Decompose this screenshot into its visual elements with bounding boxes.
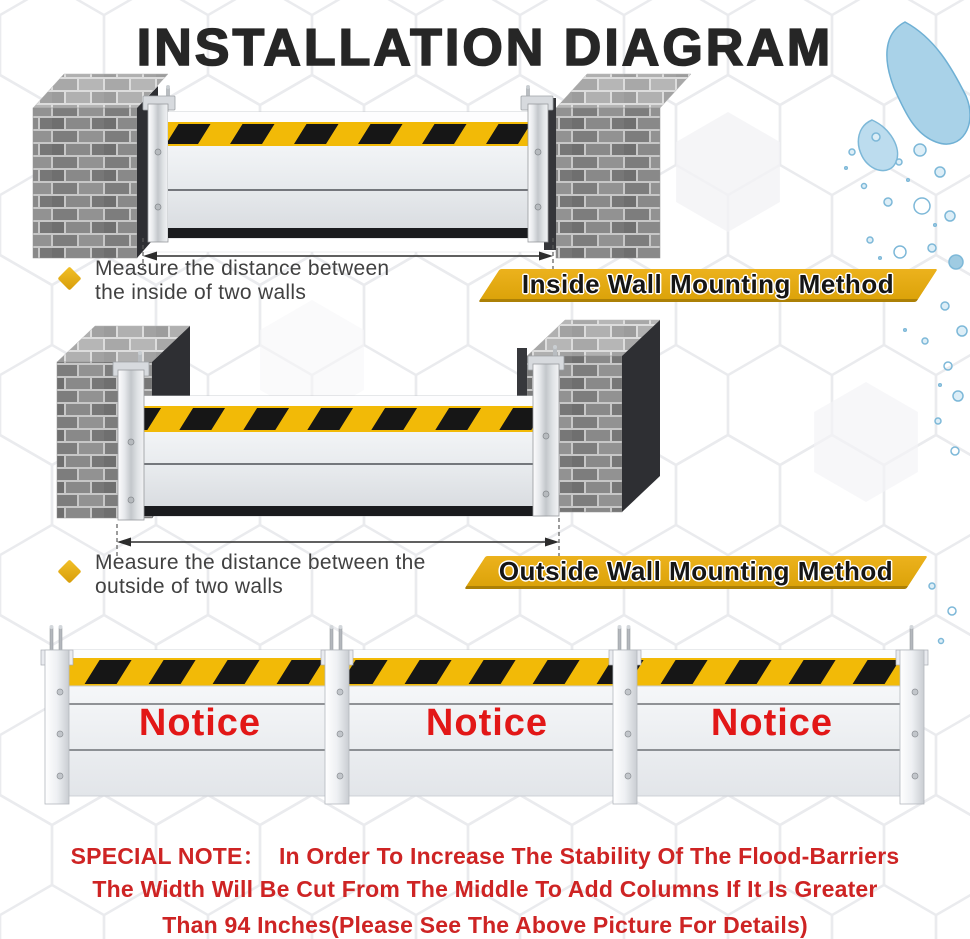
caption-line: Measure the distance between (95, 257, 390, 280)
barrier-panel-inside (168, 112, 528, 238)
barrier-post (896, 625, 928, 804)
brick-wall-right (544, 74, 691, 258)
caption-line: outside of two walls (95, 575, 284, 598)
bottom-seal (132, 506, 547, 516)
outside-method-banner (475, 556, 917, 589)
inside-method-banner (489, 269, 927, 302)
inside-mounting-diagram (33, 74, 691, 272)
banner-label: Outside Wall Mounting Method (498, 556, 894, 586)
special-note-line: The Width Will Be Cut From The Middle To Add Columns If It Is Greater (92, 876, 878, 902)
page-title: INSTALLATION DIAGRAM (136, 19, 834, 77)
outside-mounting-diagram (57, 320, 660, 558)
notice-label: Notice (138, 702, 262, 744)
caption-line: Measure the distance between the (95, 551, 426, 574)
inside-measure-caption (95, 257, 389, 305)
special-note-line: SPECIAL NOTE： In Order To Increase The Stability Of The Flood-Barriers (70, 843, 900, 869)
special-note-line: Than 94 Inches(Please See The Above Picture For Details) (162, 912, 808, 938)
barrier-panel-outside (132, 396, 547, 516)
mounting-rail-left (113, 351, 149, 520)
barrier-post (41, 625, 73, 804)
outside-measure-caption (95, 551, 426, 599)
barrier-post (609, 625, 641, 804)
notice-label: Notice (425, 702, 549, 744)
bottom-seal (168, 228, 528, 238)
barrier-post (321, 625, 353, 804)
mounting-rail-right (528, 345, 564, 516)
banner-label: Inside Wall Mounting Method (521, 269, 895, 299)
notice-label: Notice (710, 702, 834, 744)
caption-line: the inside of two walls (95, 281, 307, 304)
